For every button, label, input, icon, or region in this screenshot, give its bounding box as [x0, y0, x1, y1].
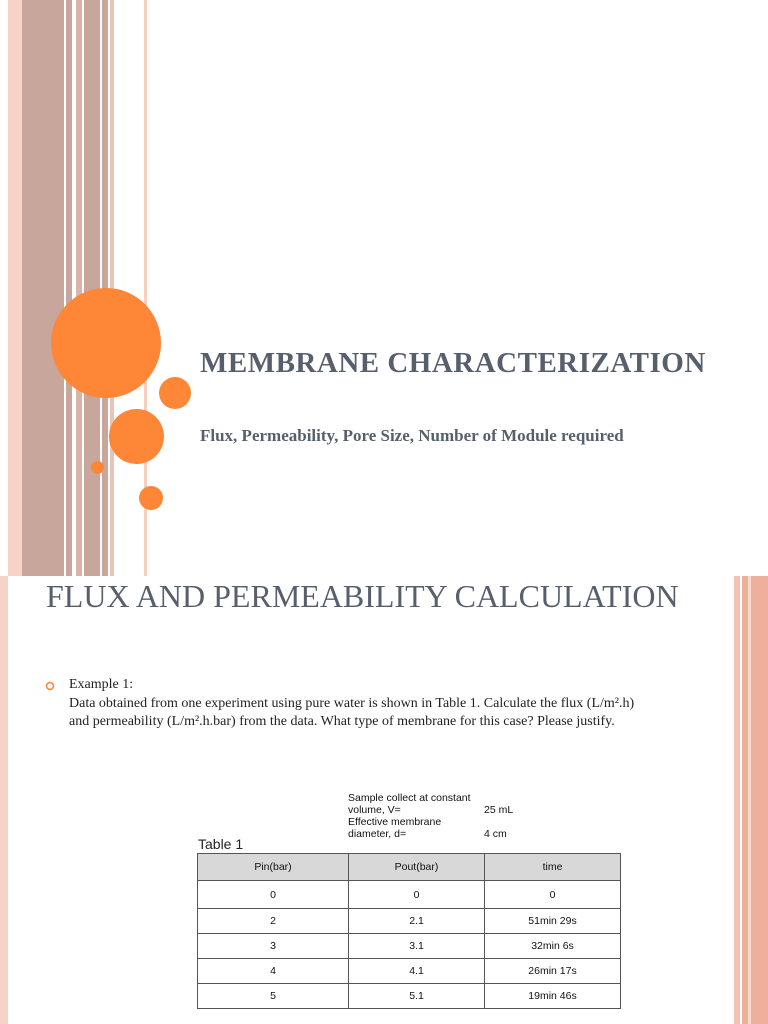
decor-stripe — [0, 576, 8, 1024]
table-cell: 2 — [198, 909, 349, 934]
table-cell: 32min 6s — [485, 934, 621, 959]
decor-circle-tiny — [91, 461, 104, 474]
table-cell: 4 — [198, 959, 349, 984]
table-cell: 3.1 — [349, 934, 485, 959]
table-cell: 26min 17s — [485, 959, 621, 984]
decor-stripe — [734, 576, 740, 1024]
table-cell: 0 — [198, 881, 349, 909]
decor-stripe — [8, 0, 22, 576]
table-cell: 5 — [198, 984, 349, 1009]
table-row — [198, 881, 621, 909]
decor-circle-small — [159, 377, 191, 409]
table-cell: 2.1 — [349, 909, 485, 934]
table-row — [198, 909, 621, 934]
diameter-value: 4 cm — [484, 828, 507, 840]
table-cell: 19min 46s — [485, 984, 621, 1009]
column-header: Pin(bar) — [198, 854, 349, 881]
example-body: Data obtained from one experiment using pure water is shown in Table 1. Calculate the flux (L/m².h) and permeability (L/m².h.bar) from the data. What type of membrane for this case? Please justify. — [69, 695, 635, 729]
table-cell: 0 — [485, 881, 621, 909]
table-cell: 3 — [198, 934, 349, 959]
decor-stripe — [742, 576, 768, 1024]
table-row — [198, 934, 621, 959]
diameter-label: Effective membrane diameter, d= — [348, 816, 442, 840]
table-cell: 4.1 — [349, 959, 485, 984]
decor-circle-medium — [109, 409, 164, 464]
decor-stripe — [66, 0, 72, 576]
table-row — [198, 959, 621, 984]
bullet-icon — [45, 681, 55, 691]
example-text — [69, 676, 649, 732]
data-table — [197, 853, 621, 1009]
decor-stripe — [22, 0, 64, 576]
decor-circle-large — [51, 288, 161, 398]
decor-circle-small — [139, 486, 163, 510]
volume-label: Sample collect at constant volume, V= — [348, 792, 471, 816]
slide-title: MEMBRANE CHARACTERIZATION — [200, 347, 706, 379]
column-header: Pout(bar) — [349, 854, 485, 881]
decor-stripe — [748, 576, 751, 1024]
table-cell: 0 — [349, 881, 485, 909]
decor-stripe — [76, 0, 82, 576]
table-header-row — [198, 854, 621, 881]
volume-value: 25 mL — [484, 804, 514, 816]
table-row — [198, 984, 621, 1009]
slide-subtitle: Flux, Permeability, Pore Size, Number of Module required — [200, 426, 624, 445]
table-caption: Table 1 — [198, 836, 244, 852]
content-slide — [0, 576, 768, 1024]
example-label: Example 1: — [69, 677, 134, 692]
column-header: time — [485, 854, 621, 881]
slide-title: FLUX AND PERMEABILITY CALCULATION — [46, 578, 679, 614]
table-cell: 51min 29s — [485, 909, 621, 934]
table-cell: 5.1 — [349, 984, 485, 1009]
